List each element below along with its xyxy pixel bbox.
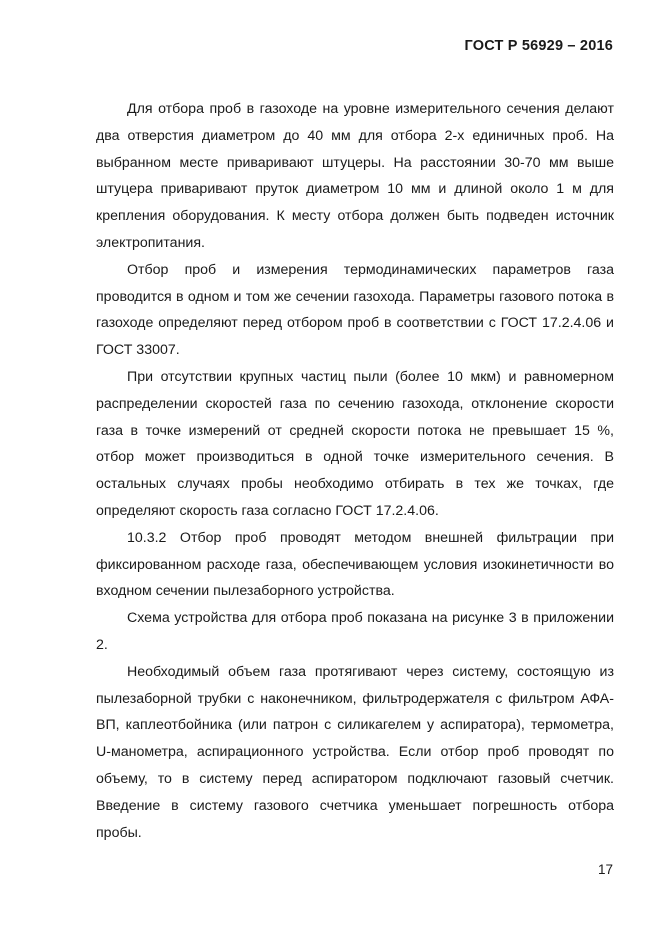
paragraph-section-10-3-2: 10.3.2 Отбор проб проводят методом внешней фильтрации при фиксированном расходе газа, обеспечивающем условия изокинетичности во входном сечении пылезаборного устройства. — [96, 529, 614, 600]
paragraph-sampling-holes: Для отбора проб в газоходе на уровне измерительного сечения делают два отверстия диаметром до 40 мм для отбора 2-х единичных проб. На выбранном месте приваривают штуцеры. На расстоянии 30-70 мм выше штуцера приваривают пруток диаметром 10 мм и длиной около 1 м для крепления оборудования. К месту отбора должен быть подведен источник электропитания. — [96, 101, 614, 251]
page-number: 17 — [597, 862, 613, 877]
paragraph-scheme-reference: Схема устройства для отбора проб показана на рисунке 3 в приложении 2. — [96, 610, 614, 653]
body-text — [96, 96, 614, 846]
document-header: ГОСТ Р 56929 – 2016 — [464, 38, 613, 54]
paragraph-single-point-sampling: При отсутствии крупных частиц пыли (более 10 мкм) и равномерном распределении скоростей газа по сечению газохода, отклонение скорости газа в точке измерений от средней скорости потока не превышает 15 %, отбор может производиться в одной точке измерительного сечения. В остальных случаях пробы необходимо отбирать в тех же точках, где определяют скорость газа согласно ГОСТ 17.2.4.06. — [96, 368, 614, 519]
paragraph-sampling-system: Необходимый объем газа протягивают через систему, состоящую из пылезаборной трубки с наконечником, фильтродержателя с фильтром АФА-ВП, каплеотбойника (или патрон с силикагелем у аспиратора), термометра, U-манометра, аспирационного устройства. Если отбор проб проводят по объему, то в систему перед аспиратором подключают газовый счетчик. Введение в систему газового счетчика уменьшает погрешность отбора пробы. — [96, 663, 614, 841]
paragraph-thermodynamic-parameters: Отбор проб и измерения термодинамических параметров газа проводится в одном и том же сечении газохода. Параметры газового потока в газоходе определяют перед отбором проб в соответствии с ГОСТ 17.2.4.06 и ГОСТ 33007. — [96, 261, 614, 359]
